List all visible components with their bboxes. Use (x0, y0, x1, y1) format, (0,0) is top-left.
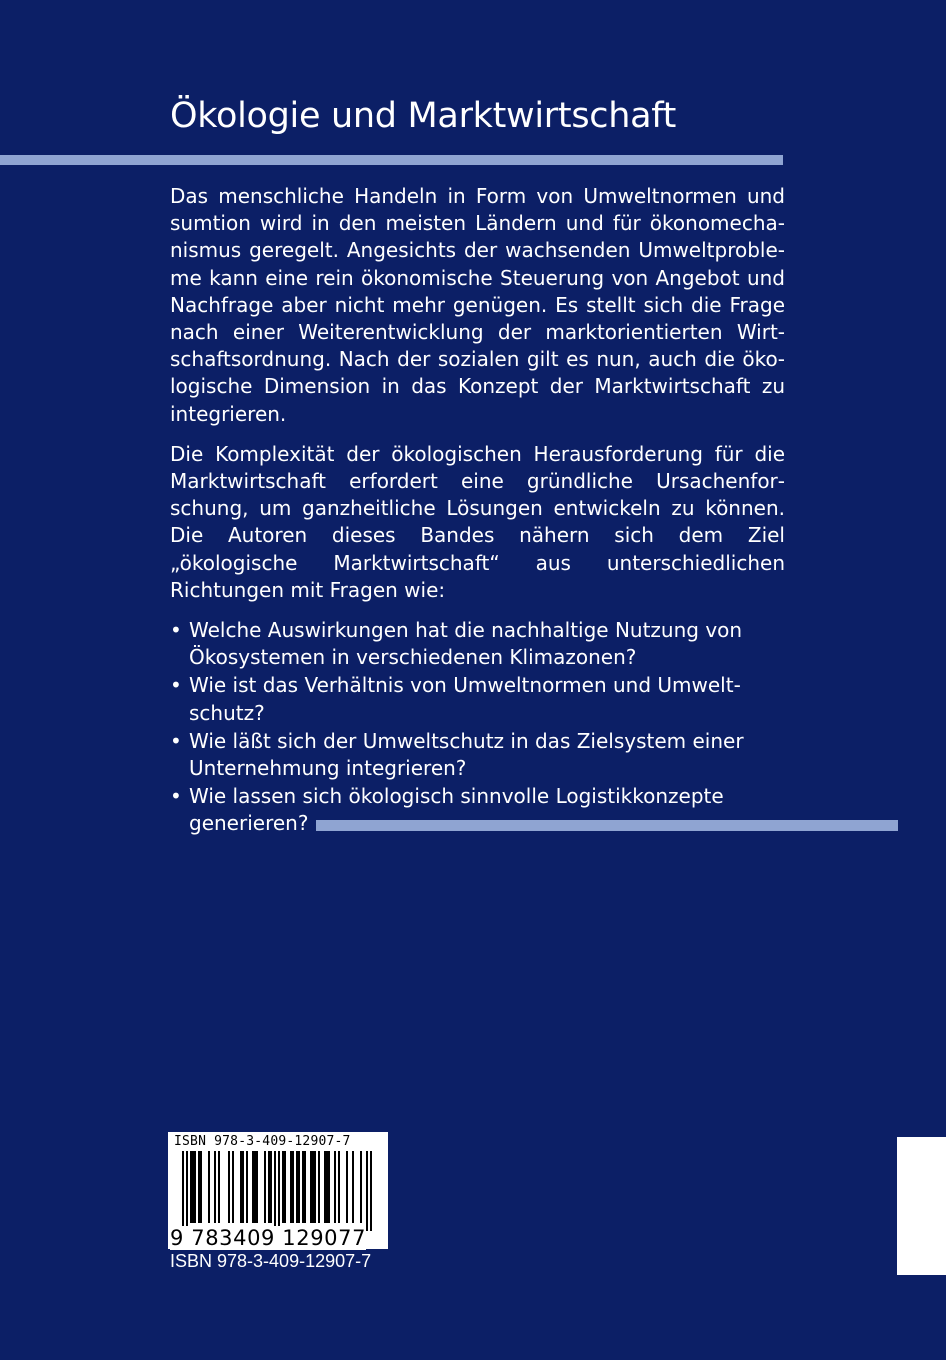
bullet-icon: • (170, 728, 182, 753)
barcode-panel (168, 1132, 388, 1249)
barcode-bar (302, 1151, 304, 1223)
barcode-bar (186, 1151, 188, 1231)
barcode-bar (370, 1151, 372, 1231)
question-item (170, 728, 785, 782)
barcode-bar (338, 1151, 340, 1223)
barcode-bar (268, 1151, 270, 1223)
barcode-bar (246, 1151, 248, 1223)
barcode-bar (256, 1151, 258, 1223)
barcode-bar (296, 1151, 298, 1223)
barcode-bar (312, 1151, 314, 1223)
question-text: Wie lassen sich ökologisch sinnvolle Logistikkonzepte generieren? (189, 784, 724, 836)
white-corner-tab (897, 1137, 946, 1275)
barcode-bar (304, 1151, 306, 1223)
barcode-bar (192, 1151, 194, 1223)
question-text: Welche Auswirkungen hat die nachhaltige Nutzung von Ökosystemen in verschiedenen Klimazonen? (189, 618, 743, 670)
barcode-bar (274, 1151, 276, 1231)
bottom-rule-bar (316, 820, 898, 831)
barcode-bar (252, 1151, 254, 1223)
barcode-bar (360, 1151, 362, 1223)
barcode-bar (290, 1151, 292, 1223)
paragraph-2: Die Komplexität der ökologischen Herausforderung für die Marktwirtschaft erfordert eine gründliche Ursachenforschung, um ganzheitliche Lösungen entwickeln zu können. Die Autoren dieses Bandes nähern sich dem Ziel „ökologische Marktwirtschaft“ aus unterschiedlichen Richtungen mit Fragen wie: (170, 441, 785, 602)
isbn-text: ISBN 978-3-409-12907-7 (170, 1251, 372, 1271)
question-item (170, 617, 785, 671)
barcode-digits: 9 783409 129077 (170, 1226, 367, 1250)
barcode-bar (366, 1151, 368, 1231)
question-item (170, 672, 785, 726)
barcode-bar (214, 1151, 216, 1223)
barcode-bar (232, 1151, 234, 1223)
barcode-bar (328, 1151, 330, 1223)
barcode-bar (278, 1151, 280, 1231)
bullet-icon: • (170, 673, 182, 698)
barcode-bar (264, 1151, 266, 1223)
barcode-bar (270, 1151, 272, 1223)
barcode-bar (326, 1151, 328, 1223)
question-text: Wie ist das Verhältnis von Umweltnormen und Umweltschutz? (189, 673, 741, 725)
question-list (170, 617, 785, 838)
bullet-icon: • (170, 618, 182, 643)
barcode-bar (314, 1151, 316, 1223)
barcode-bar (228, 1151, 230, 1223)
paragraph-1: Das menschliche Handeln in Form von Umweltnormen und sumtion wird in den meisten Ländern und für ökonomechanismus geregelt. Angesichts der wachsenden Umweltprobleme kann eine rein ökonomische Steuerung von Angebot und Nachfrage aber nicht mehr genügen. Es stellt sich die Frage nach einer Weiterentwicklung der marktorientierten Wirtschaftsordnung. Nach der sozialen gilt es nun, auch die ökologische Dimension in das Konzept der Marktwirtschaft zu integrieren. (170, 184, 785, 426)
barcode-bar (194, 1151, 196, 1223)
barcode-bar (218, 1151, 220, 1223)
barcode-bar (298, 1151, 300, 1223)
barcode-bar (310, 1151, 312, 1223)
barcode-bar (240, 1151, 242, 1223)
barcode-bar (334, 1151, 336, 1223)
barcode-bar (182, 1151, 184, 1231)
barcode-bar (200, 1151, 202, 1223)
barcode-bar (324, 1151, 326, 1223)
barcode-bar (190, 1151, 192, 1223)
barcode-bar (292, 1151, 294, 1223)
barcode-isbn-label: ISBN 978-3-409-12907-7 (174, 1134, 351, 1149)
blurb-text (170, 183, 785, 839)
question-text: Wie läßt sich der Umweltschutz in das Zielsystem einer Unternehmung integrieren? (189, 728, 744, 781)
book-title: Ökologie und Marktwirtschaft (170, 96, 677, 136)
barcode-bar (284, 1151, 286, 1223)
barcode-bar (208, 1151, 210, 1223)
bullet-icon: • (170, 784, 182, 809)
barcode-bar (318, 1151, 320, 1223)
barcode-icon (168, 1151, 388, 1231)
top-rule-bar (0, 155, 783, 165)
barcode-bar (242, 1151, 244, 1223)
barcode-bar (346, 1151, 348, 1223)
barcode-bar (352, 1151, 354, 1223)
barcode-bar (198, 1151, 200, 1223)
barcode-bar (254, 1151, 256, 1223)
barcode-bar (282, 1151, 284, 1223)
